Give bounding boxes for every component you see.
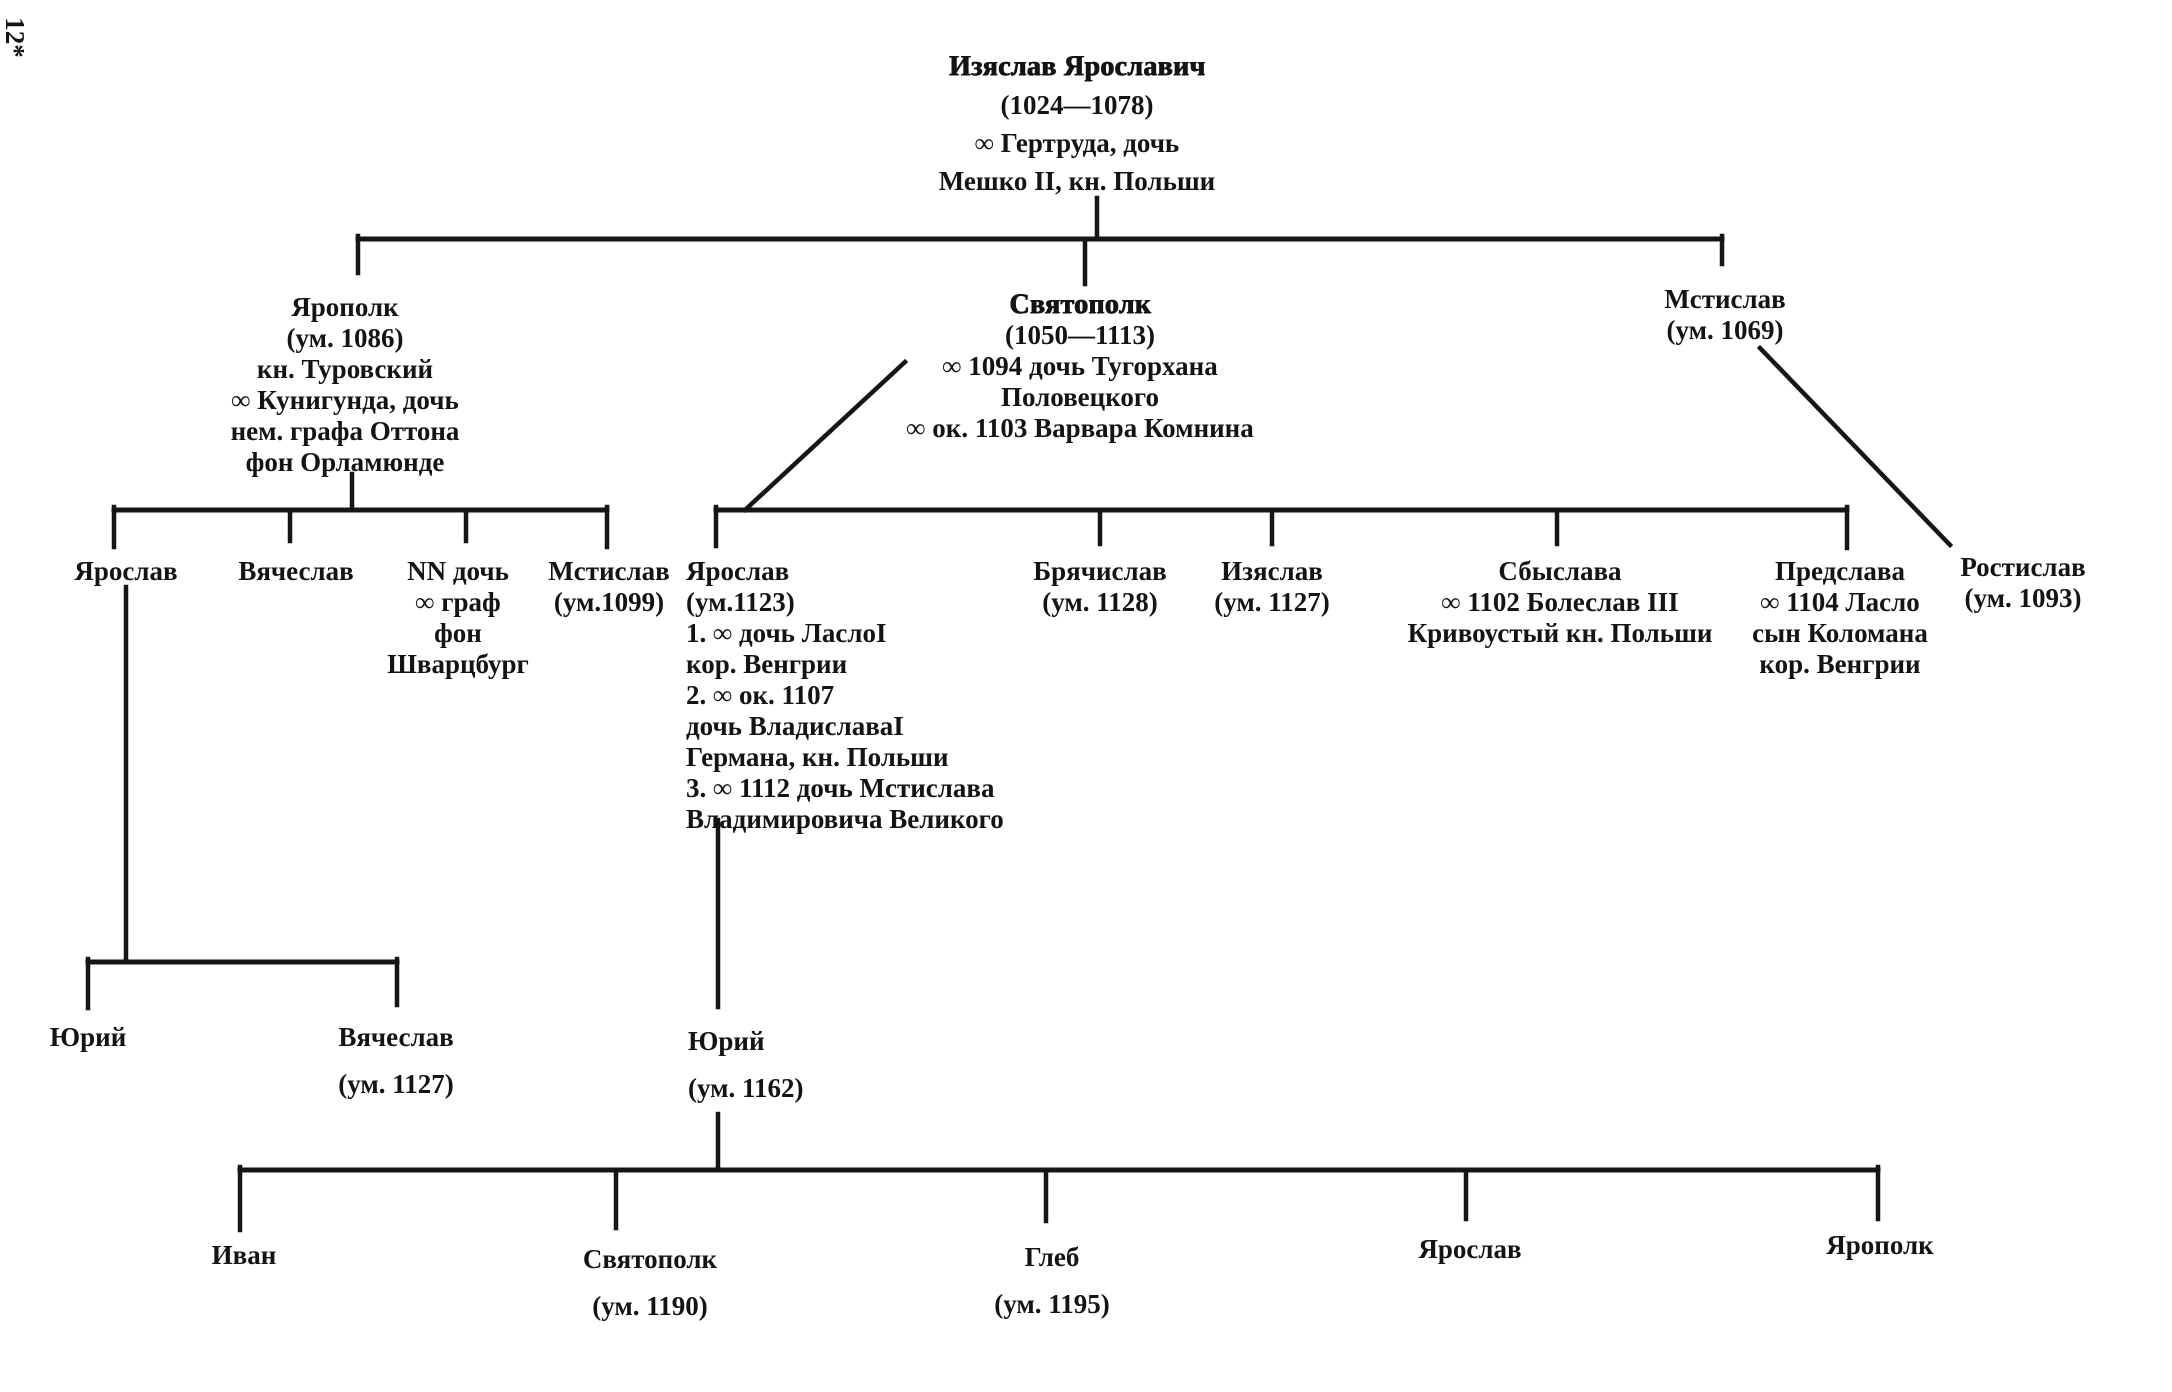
person-name: Святополк [582, 1244, 718, 1274]
person-name: Вячеслав [238, 556, 354, 586]
person-details: (1050—1113) ∞ 1094 дочь Тугорхана Половецкого ∞ ок. 1103 Варвара Комнина [906, 320, 1254, 443]
person-name: Святополк [1009, 289, 1151, 320]
node-yaroslav-junior [1418, 1234, 1521, 1265]
person-name: Ярослав [1418, 1234, 1522, 1264]
person-name: Ярополк [1826, 1230, 1934, 1260]
node-yuri-yaroslavich-1162 [688, 1018, 804, 1112]
person-name: Ярослав [74, 556, 178, 586]
person-details: (ум. 1127) [338, 1069, 454, 1099]
node-svyatopolk-junior [583, 1236, 717, 1330]
node-vyacheslav-yaroslavich [338, 1014, 454, 1108]
person-details: (ум. 1128) [1042, 587, 1158, 617]
person-name: Сбыслава [1498, 556, 1622, 586]
person-name: Глеб [1024, 1242, 1080, 1272]
person-name: Ярослав [686, 556, 790, 586]
node-yaropolk [231, 292, 460, 478]
node-vyacheslav-turovsky [238, 556, 353, 587]
person-details: (ум. 1093) [1964, 583, 2082, 613]
node-mstislav-turovsky [548, 556, 670, 618]
node-nn-daughter [387, 556, 529, 680]
person-name: Иван [211, 1240, 277, 1270]
person-details: (ум.1123) 1. ∞ дочь ЛаслоI кор. Венгрии 2. ∞ ок. 1107 дочь ВладиславаI Германа, кн. Польши 3. ∞ 1112 дочь Мстислава Владимировича Великого [686, 587, 1004, 834]
person-details: ∞ 1102 Болеслав III Кривоустый кн. Польши [1407, 587, 1713, 648]
node-predslava [1752, 556, 1928, 680]
connector-mstislav-rostislav-diagonal [1760, 348, 1950, 545]
person-name: Мстислав [1664, 284, 1786, 314]
node-gleb [994, 1234, 1110, 1328]
person-name: Мстислав [548, 556, 670, 586]
person-details: ∞ граф фон Шварцбург [387, 587, 529, 679]
person-details: (ум. 1162) [688, 1073, 804, 1103]
person-details: (ум.1099) [553, 587, 665, 617]
person-details: (ум. 1190) [592, 1291, 708, 1321]
person-name: Юрий [688, 1026, 765, 1056]
node-svyatopolk [906, 289, 1253, 444]
person-name: Предслава [1774, 556, 1906, 586]
person-name: Ростислав [1960, 552, 2086, 582]
connector-svyatopolk-diagonal [745, 362, 905, 510]
person-details: (ум. 1086) кн. Туровский ∞ Кунигунда, дочь нем. графа Оттона фон Орламюнде [230, 323, 460, 477]
node-izyaslav-svyatopolchich [1214, 556, 1330, 618]
person-name: Вячеслав [338, 1022, 454, 1052]
node-sbyslava [1408, 556, 1713, 649]
node-bryachislav [1033, 556, 1166, 618]
person-name: Юрий [49, 1022, 127, 1052]
node-yaroslav-turovsky [74, 556, 177, 587]
node-yaropolk-junior [1826, 1230, 1933, 1261]
person-name: Изяслав [1221, 556, 1323, 586]
person-details: (ум. 1127) [1214, 587, 1330, 617]
person-name: NN дочь [407, 556, 509, 586]
person-name: Брячислав [1033, 556, 1167, 586]
person-details: (ум. 1069) [1666, 315, 1784, 345]
person-details: (ум. 1195) [994, 1289, 1110, 1319]
node-mstislav-senior [1664, 284, 1786, 346]
node-yaroslav-svyatopolchich [686, 556, 1004, 835]
person-name: Изяслав Ярославич [948, 51, 1206, 82]
person-details: ∞ 1104 Ласло сын Коломана кор. Венгрии [1752, 587, 1928, 679]
node-yuri-yaroslavich [50, 1022, 127, 1053]
node-ivan [212, 1240, 277, 1271]
person-name: Ярополк [291, 292, 399, 322]
node-izyaslav-yaroslavich [939, 48, 1215, 200]
page-signature-note: 12* [0, 17, 30, 58]
person-details: (1024—1078) ∞ Гертруда, дочь Мешко II, кн. Польши [938, 90, 1216, 196]
node-rostislav [1960, 552, 2085, 614]
